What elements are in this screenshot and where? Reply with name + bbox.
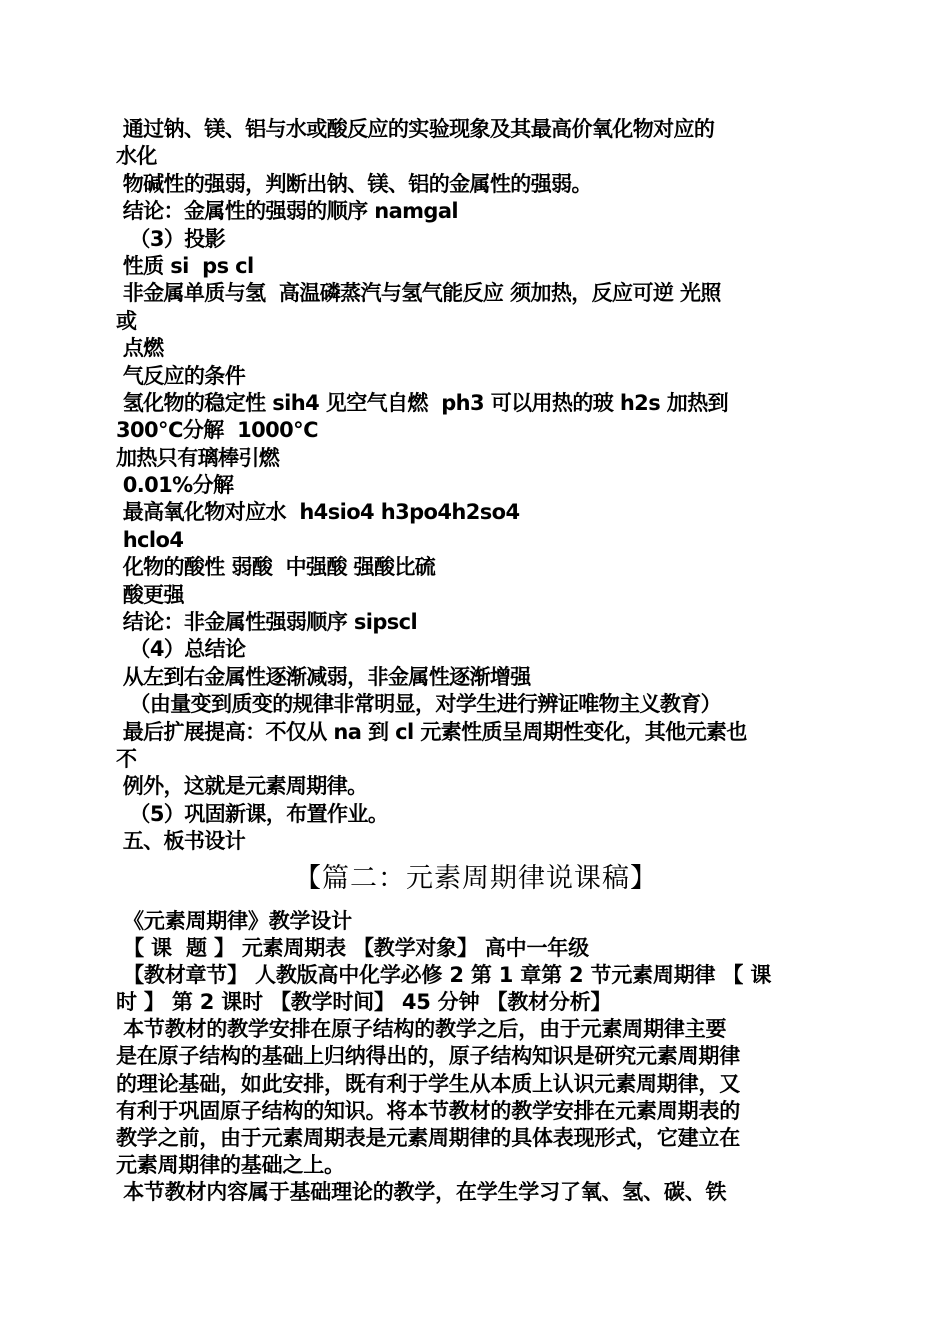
- text-line: 或: [116, 308, 137, 333]
- section-title: 【篇二：元素周期律说课稿】: [294, 862, 658, 894]
- text-line: 300℃分解 1000℃: [116, 418, 318, 443]
- text-line: 的理论基础，如此安排，既有利于学生从本质上认识元素周期律，又: [116, 1071, 740, 1096]
- text-line: 本节教材的教学安排在原子结构的教学之后，由于元素周期律主要: [116, 1017, 727, 1042]
- text-line: 从左到右金属性逐渐减弱，非金属性逐渐增强: [116, 664, 531, 689]
- text-line: 最高氧化物对应水 h4sio4 h3po4h2so4: [116, 500, 520, 525]
- text-line: 《元素周期律》教学设计: [116, 908, 352, 933]
- text-line: 【教材章节】 人教版高中化学必修 2 第 1 章第 2 节元素周期律 【 课: [116, 962, 772, 987]
- text-line: 不: [116, 746, 137, 771]
- text-line: 加热只有璃棒引燃: [116, 445, 280, 470]
- text-line: 非金属单质与氢 高温磷蒸汽与氢气能反应 须加热，反应可逆 光照: [116, 281, 721, 306]
- text-line: 元素周期律的基础之上。: [116, 1153, 345, 1178]
- text-line: （由量变到质变的规律非常明显，对学生进行辨证唯物主义教育）: [116, 692, 722, 717]
- text-line: 气反应的条件: [116, 363, 246, 388]
- text-line: 0.01%分解: [116, 473, 234, 498]
- text-line: 点燃: [116, 336, 164, 361]
- text-line: 水化: [116, 144, 157, 169]
- text-line: 性质 si ps cl: [116, 253, 254, 278]
- text-line: 化物的酸性 弱酸 中强酸 强酸比硫: [116, 555, 436, 580]
- text-line: 有利于巩固原子结构的知识。将本节教材的教学安排在元素周期表的: [116, 1098, 740, 1123]
- text-line: 例外，这就是元素周期律。: [116, 774, 368, 799]
- text-line: 结论：金属性的强弱的顺序 namgal: [116, 199, 459, 224]
- text-line: 通过钠、镁、铝与水或酸反应的实验现象及其最高价氧化物对应的: [116, 117, 715, 141]
- section-1-text: [116, 116, 836, 856]
- text-line: （5）巩固新课，布置作业。: [116, 801, 389, 826]
- text-line: 物碱性的强弱，判断出钠、镁、铝的金属性的强弱。: [116, 171, 592, 196]
- text-line: 结论：非金属性强弱顺序 sipscl: [116, 610, 418, 635]
- text-line: 最后扩展提高：不仅从 na 到 cl 元素性质呈周期性变化，其他元素也: [116, 719, 747, 744]
- text-line: 教学之前，由于元素周期表是元素周期律的具体表现形式，它建立在: [116, 1126, 740, 1151]
- text-line: hclo4: [116, 527, 184, 552]
- document-content: [116, 116, 836, 1207]
- text-line: 五、板书设计: [116, 829, 246, 854]
- text-line: 本节教材内容属于基础理论的教学，在学生学习了氧、氢、碳、铁: [116, 1180, 727, 1205]
- text-line: 氢化物的稳定性 sih4 见空气自燃 ph3 可以用热的玻 h2s 加热到: [116, 390, 729, 415]
- text-line: 酸更强: [116, 582, 184, 607]
- text-line: 时 】 第 2 课时 【教学时间】 45 分钟 【教材分析】: [116, 990, 612, 1015]
- text-line: （4）总结论: [116, 637, 246, 662]
- text-line: （3）投影: [116, 226, 226, 251]
- text-line: 【 课 题 】 元素周期表 【教学对象】 高中一年级: [116, 935, 589, 960]
- text-line: 是在原子结构的基础上归纳得出的，原子结构知识是研究元素周期律: [116, 1044, 740, 1069]
- section-2-text: [116, 908, 836, 1207]
